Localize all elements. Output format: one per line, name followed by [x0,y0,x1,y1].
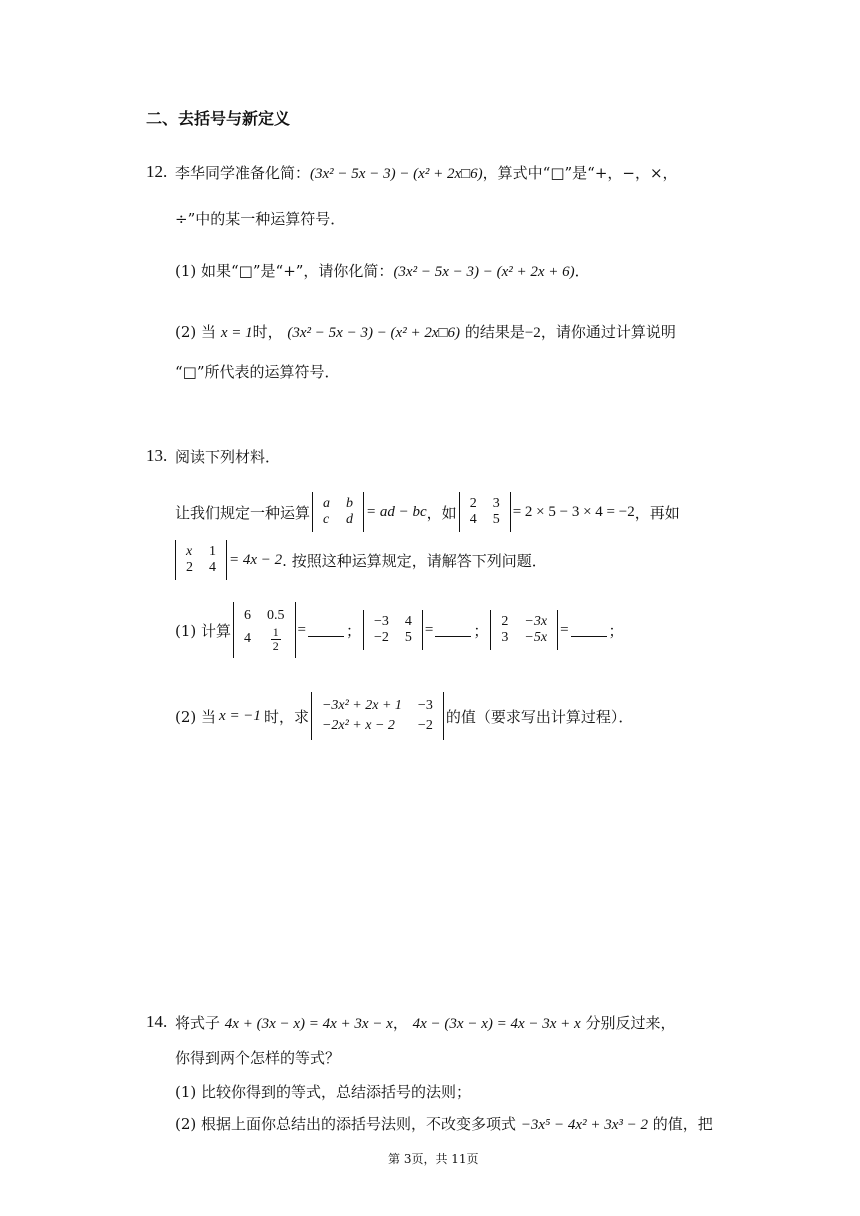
determinant-3 [490,610,558,650]
determinant-x124 [175,540,227,580]
q14-part2-polynomial: −3x⁵ − 4x² + 3x³ − 2 [520,1117,648,1133]
q14-part2-text-b: 的值，把 [652,1115,713,1133]
answer-blank-1[interactable] [308,623,344,637]
det-bar-right [295,602,296,658]
q12-part2-line2: “□”所代表的运算符号． [175,363,340,381]
q14-part1: (1) 比较你得到的等式，总结添括号的法则； [175,1083,472,1101]
determinant-2345 [459,492,511,532]
det-cell: 0.5 [267,607,285,623]
q12-number: 12. [146,162,168,181]
det-cell: 6 [244,607,252,623]
det-cell: −5x [524,630,548,645]
det-bar-right [363,492,364,532]
det-bar-right [443,692,444,740]
q12-line2: ÷”中的某一种运算符号． [175,210,346,228]
fraction-numerator: 1 [272,624,279,639]
q12-part2-text-c: 的结果是 [464,323,525,341]
q13-rule-formula: = ad − bc [366,503,427,520]
q12-part2 [175,321,676,342]
determinant-2 [363,610,423,650]
q13-rule-text-e: ，再如 [634,503,680,522]
equals-sign: = [297,621,306,638]
det-cell: 4 [469,512,477,527]
q13-part2-text-a: (2) 当 [175,707,217,726]
q12-part2-expression: (3x² − 5x − 3) − (x² + 2x□6) [287,325,461,341]
det-bar-right [422,610,423,650]
det-cell: −2 [417,718,433,733]
q14-line2: 你得到两个怎样的等式？ [175,1049,341,1067]
det-cell: 5 [492,512,500,527]
q14-line1 [175,1012,675,1033]
q14-equation-1: 4x + (3x − x) = 4x + 3x − x [224,1016,393,1032]
q13-rule2-text: . 按照这种运算规定，请解答下列问题． [282,551,547,570]
det-cell: 2 [501,614,509,629]
det-cell: 5 [404,630,412,645]
answer-blank-3[interactable] [571,623,607,637]
det-cell: 4 [404,614,412,629]
q12-part2-value: −2 [524,325,541,341]
det-bar-right [557,610,558,650]
det-cell: a [323,496,331,511]
det-cell: 3 [501,630,509,645]
q12-expression: (3x² − 5x − 3) − (x² + 2x□6) [310,166,483,182]
q14-part2 [175,1113,713,1134]
det-cell: −3 [417,698,433,713]
det-cell: x [186,544,193,559]
q12-line1 [175,162,678,183]
q13-part2 [175,692,633,740]
page-footer: 第 3页，共 11页 [388,1152,479,1166]
q12-part2-condition: x = 1 [220,325,253,341]
det-cell: 3 [492,496,500,511]
equals-sign: = [424,621,434,638]
det-cell: 1 [209,544,216,559]
q13-part1 [175,602,624,658]
determinant-abcd [312,492,364,532]
q12-part2-text-a: (2) 当 [175,323,217,341]
q12-part1-end: ． [574,262,590,280]
q14-equation-2: 4x − (3x − x) = 4x − 3x + x [412,1016,581,1032]
q13-rule-example-result: = 2 × 5 − 3 × 4 = −2 [512,503,635,520]
q12-part1 [175,260,590,281]
q14-line1-text-c: 分别反过来， [585,1014,676,1032]
det-cell: −2 [374,630,389,645]
q13-rule-text-a: 让我们规定一种运算 [175,503,311,522]
det-cell: 4 [244,631,252,646]
q13-part2-text-b: 时，求 [263,707,309,726]
q12-part1-text: (1) 如果“□”是“+”，请你化简： [175,262,394,280]
answer-blank-2[interactable] [435,623,471,637]
q13-intro: 阅读下列材料． [175,448,281,466]
determinant-1 [233,602,296,658]
q13-part2-text-c: 的值（要求写出计算过程）． [445,707,634,726]
det-cell: −2x² + x − 2 [321,718,395,733]
semicolon: ； [346,621,362,640]
det-cell: −3x [524,614,548,629]
q12-part2-text-d: ，请你通过计算说明 [540,323,676,341]
equals-sign: = [560,621,569,638]
section-title: 二、去括号与新定义 [146,109,291,128]
q13-rule-line2 [175,540,547,580]
q12-part2-text-b: 时， [252,323,283,341]
det-cell: 2 [186,560,193,575]
q13-number: 13. [146,446,168,465]
det-bar-right [226,540,227,580]
q12-part1-expression: (3x² − 5x − 3) − (x² + 2x + 6) [393,264,575,280]
q14-part2-text-a: (2) 根据上面你总结出的添括号法则，不改变多项式 [175,1115,517,1133]
det-cell: 4 [209,560,216,575]
q13-part2-condition: x = −1 [219,707,261,724]
det-cell: b [346,496,354,511]
q12-line1-text-b: ，算式中“□”是“+，−，×， [482,164,678,182]
det-cell: −3 [374,614,389,629]
semicolon: ； [608,621,624,640]
fraction-denominator: 2 [272,638,279,653]
determinant-4 [311,692,444,740]
det-cell: c [323,512,330,527]
q13-part1-text: (1) 计算 [175,621,232,640]
det-cell: −3x² + 2x + 1 [321,698,402,713]
q13-rule-text-c: ，如 [426,503,457,522]
semicolon: ； [473,621,489,640]
q14-number: 14. [146,1012,168,1031]
det-cell: d [346,512,354,527]
q13-rule2-formula: = 4x − 2 [229,551,283,568]
det-bar-right [510,492,511,532]
fraction-half [267,626,285,653]
q12-line1-text-a: 李华同学准备化简： [175,164,311,182]
q14-line1-comma: ， [392,1014,408,1032]
q14-line1-text-a: 将式子 [175,1014,221,1032]
det-cell: 2 [469,496,477,511]
q13-rule-line1 [175,492,680,532]
